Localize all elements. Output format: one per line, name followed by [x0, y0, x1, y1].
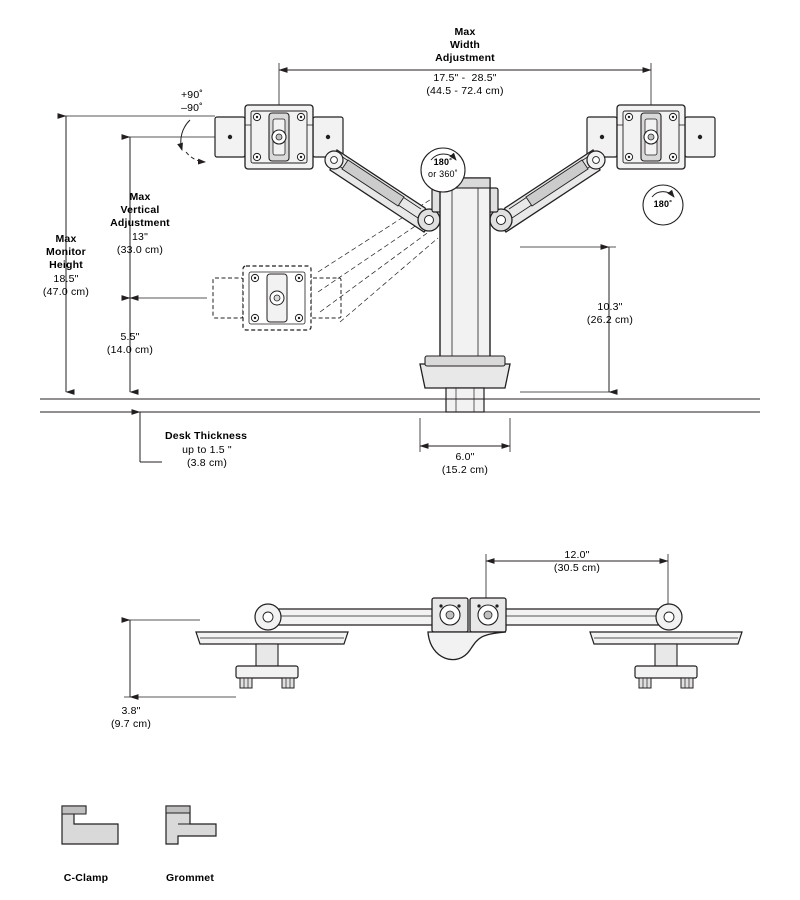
top-left-arm [255, 604, 438, 630]
left-monitor-head [215, 105, 343, 169]
c-clamp-icon-shape [62, 806, 118, 844]
max-monitor-height-title-line3: Height [49, 259, 83, 271]
max-vertical-title-line2: Vertical [120, 204, 160, 216]
right-monitor-head [587, 105, 715, 169]
tilt-label-line2: –90˚ [181, 102, 203, 114]
top-view-height-value-cm: (9.7 cm) [110, 718, 152, 730]
top-center-hub [428, 598, 506, 660]
lower-height-value-in: 5.5" [120, 331, 140, 343]
post-height-value-cm: (26.2 cm) [586, 314, 634, 326]
front-view-group [40, 63, 760, 462]
arm-reach-value-in: 12.0" [564, 549, 590, 561]
tilt-label-line1: +90˚ [180, 89, 204, 101]
max-width-title-line3: Adjustment [435, 52, 495, 64]
lower-height-value-cm: (14.0 cm) [106, 344, 154, 356]
max-monitor-height-title-line2: Monitor [46, 246, 86, 258]
max-vertical-value-cm: (33.0 cm) [116, 244, 164, 256]
rotation-center-line1: 180˚ [433, 157, 453, 167]
tilt-indicator [181, 120, 205, 162]
top-right-arm [500, 604, 682, 630]
mount-option-label-c-clamp: C-Clamp [63, 872, 109, 884]
max-monitor-height-title-line1: Max [55, 233, 77, 245]
desk-surface [40, 399, 760, 412]
rotation-right-line1: 180˚ [653, 199, 673, 209]
base-depth-value-in: 6.0" [455, 451, 475, 463]
post-height-value-in: 10.3" [597, 301, 623, 313]
max-width-title-line2: Width [449, 39, 481, 51]
max-vertical-title-line3: Adjustment [110, 217, 170, 229]
desk-thickness-value-in: up to 1.5 " [182, 444, 232, 456]
top-view-group [124, 554, 742, 697]
mount-options-group [62, 806, 216, 844]
dim-base-depth [420, 418, 510, 452]
max-width-value-in: 17.5" - 28.5" [433, 72, 497, 84]
max-vertical-title-line1: Max [129, 191, 151, 203]
lowered-monitor-head-phantom [213, 266, 341, 330]
max-width-value-cm: (44.5 - 72.4 cm) [426, 85, 504, 97]
top-view-height-value-in: 3.8" [121, 705, 141, 717]
dim-desk-thickness [140, 412, 162, 462]
rotation-center-line2: or 360˚ [428, 169, 458, 179]
max-width-title-line1: Max [454, 26, 476, 38]
desk-thickness-value-cm: (3.8 cm) [186, 457, 228, 469]
max-monitor-height-value-cm: (47.0 cm) [42, 286, 90, 298]
max-vertical-value-in: 13" [131, 231, 149, 243]
arm-reach-value-cm: (30.5 cm) [553, 562, 601, 574]
top-left-monitor-plate [196, 632, 348, 688]
mount-option-label-grommet: Grommet [165, 872, 215, 884]
right-arm [490, 150, 605, 232]
base-depth-value-cm: (15.2 cm) [441, 464, 489, 476]
desk-thickness-title: Desk Thickness [165, 430, 248, 442]
grommet-icon-shape [166, 806, 216, 844]
max-monitor-height-value-in: 18.5" [53, 273, 79, 285]
top-right-monitor-plate [590, 632, 742, 688]
